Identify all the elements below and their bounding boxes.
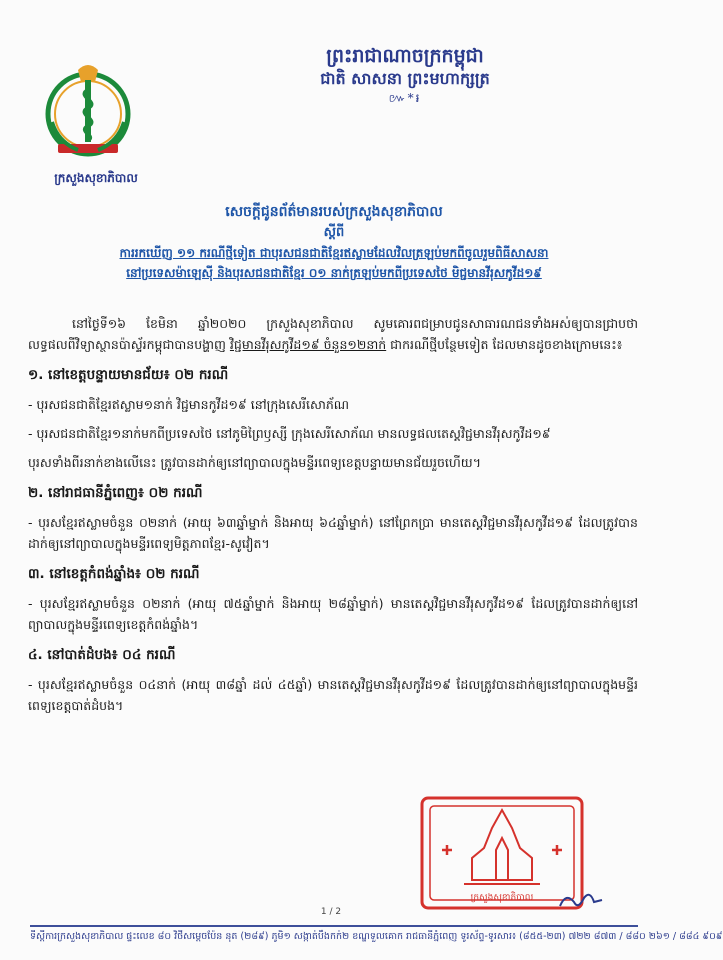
section-heading-4: ៤. នៅបាត់ដំបង៖ ០៤ ករណី (28, 647, 176, 663)
ornament: ៚*៛ (388, 91, 422, 105)
section-4-item-1: - បុរសខ្មែរឥស្លាមចំនួន ០៤នាក់ (អាយុ ៣៨ឆ្នាំ ដល់ ៤៥ឆ្នាំ) មានតេស្តវិជ្ជមានវីរុសកូវីដ១៩ ដែលត្រូវបានដាក់ឲ្យនៅព្យាបាលក្នុងមន្ទីរពេទ្យខេត្តបាត់ដំបង។ (28, 677, 638, 713)
footer-divider (30, 925, 638, 927)
section-3-item-1: - បុរសខ្មែរឥស្លាមចំនួន ០២នាក់ (អាយុ ៧៥ឆ្នាំម្នាក់ និងអាយុ ២៨ឆ្នាំម្នាក់) មានតេស្តវិជ្ជមានវីរុសកូវីដ១៩ ដែលត្រូវបានដាក់ឲ្យនៅព្យាបាលក្នុងមន្ទីរពេទ្យខេត្តកំពង់ឆ្នាំង។ (28, 596, 638, 632)
section-heading-2: ២. នៅរាជធានីភ្នំពេញ៖ ០២ ករណី (28, 485, 203, 501)
kingdom-title: ព្រះរាជាណាចក្រកម្ពុជា (326, 45, 484, 67)
intro-paragraph (28, 313, 638, 355)
title-line-2: ស្តីពី (323, 225, 345, 240)
ministry-logo (38, 62, 138, 162)
title-line-4: នៅប្រទេសម៉ាឡេស៊ី និងបុរសជនជាតិខ្មែរ ០១ នាក់ត្រឡប់មកពីប្រទេសថៃ មិជ្ជមានវីរុសកូវីដ១៩ (126, 266, 542, 280)
intro-text-underlined: វិជ្ជមានវីរុសកូវីដ១៩ ចំនួន១២នាក់ (229, 337, 387, 352)
kingdom-header (255, 44, 555, 106)
title-line-1: សេចក្តីជូនព័ត៌មានរបស់ក្រសួងសុខាភិបាល (225, 204, 443, 220)
signature (556, 888, 606, 914)
ministry-name: ក្រសួងសុខាភិបាល (54, 171, 138, 185)
title-line-3: ការរកឃើញ ១១ ករណីថ្មីទៀត ជាបុរសជនជាតិខ្មែរឥស្លាមដែលវិលត្រឡប់មកពីចូលរួមពិធីសាសនា (119, 246, 549, 260)
section-1-note: បុរសទាំងពីរនាក់ខាងលើនេះ ត្រូវបានដាក់ឲ្យនៅព្យាបាលក្នុងមន្ទីរពេទ្យខេត្តបន្ទាយមានជ័យរួចហើយ។ (28, 455, 481, 470)
intro-text-before: នៅថ្ងៃទី១៦ ខែមិនា ឆ្នាំ២០២០ ក្រសួងសុខាភិបាល សូមគោរពជម្រាបជូនសាធារណជនទាំងអស់ឲ្យបានជ្រាបថា លទ្ធផលពីវិទ្យាស្ថានប៉ាស្ទ័រកម្ពុជាបានបង្ហាញ (28, 316, 638, 352)
section-heading-1: ១. នៅខេត្តបន្ទាយមានជ័យ៖ ០២ ករណី (28, 367, 229, 383)
footer-address: ទីស្តីការក្រសួងសុខាភិបាល ផ្ទះលេខ ៨០ វិថីសម្តេចប៉ែន នុត (២៨៩) ភូមិ១ សង្កាត់បឹងកក់២ ខណ្ឌទួលគោក រាជធានីភ្នំពេញ ទូរស័ព្ទ-ទូរសារ៖ (៨៥៥-២៣) ៧២២ ៨៧៣ / ៨៨០ ២៦១ / ៨៨៤ ៩០៩ (30, 931, 723, 942)
page-number: 1 / 2 (320, 907, 342, 917)
section-1-item-2: - បុរសជនជាតិខ្មែរ១នាក់មកពីប្រទេសថៃ នៅភូមិព្រៃឫស្សី ក្រុងសេរីសោភ័ណ មានលទ្ធផលតេស្តវិជ្ជមានវីរុសកូវីដ១៩ (28, 426, 551, 441)
national-motto: ជាតិ សាសនា ព្រះមហាក្សត្រ (320, 69, 490, 88)
stamp-text: ក្រសួងសុខាភិបាល (470, 893, 534, 903)
section-heading-3: ៣. នៅខេត្តកំពង់ឆ្នាំង៖ ០២ ករណី (28, 566, 200, 582)
section-2-item-1: - បុរសខ្មែរឥស្លាមចំនួន ០២នាក់ (អាយុ ៦៣ឆ្នាំម្នាក់ និងអាយុ ៦៤ឆ្នាំម្នាក់) នៅព្រែកប្រា មានតេស្តវិជ្ជមានវីរុសកូវីដ១៩ ដែលត្រូវបានដាក់ឲ្យនៅព្យាបាលក្នុងមន្ទីរពេទ្យមិត្តភាពខ្មែរ-សូវៀត។ (28, 515, 638, 551)
document-title (30, 202, 638, 283)
intro-text-after: ជាករណីថ្មីបន្ថែមទៀត ដែលមានដូចខាងក្រោមនេះ៖ (386, 337, 623, 352)
document-body (28, 313, 638, 724)
section-1-item-1: - បុរសជនជាតិខ្មែរឥស្លាម១នាក់ វិជ្ជមានកូវីដ១៩ នៅក្រុងសេរីសោភ័ណ (28, 397, 350, 412)
